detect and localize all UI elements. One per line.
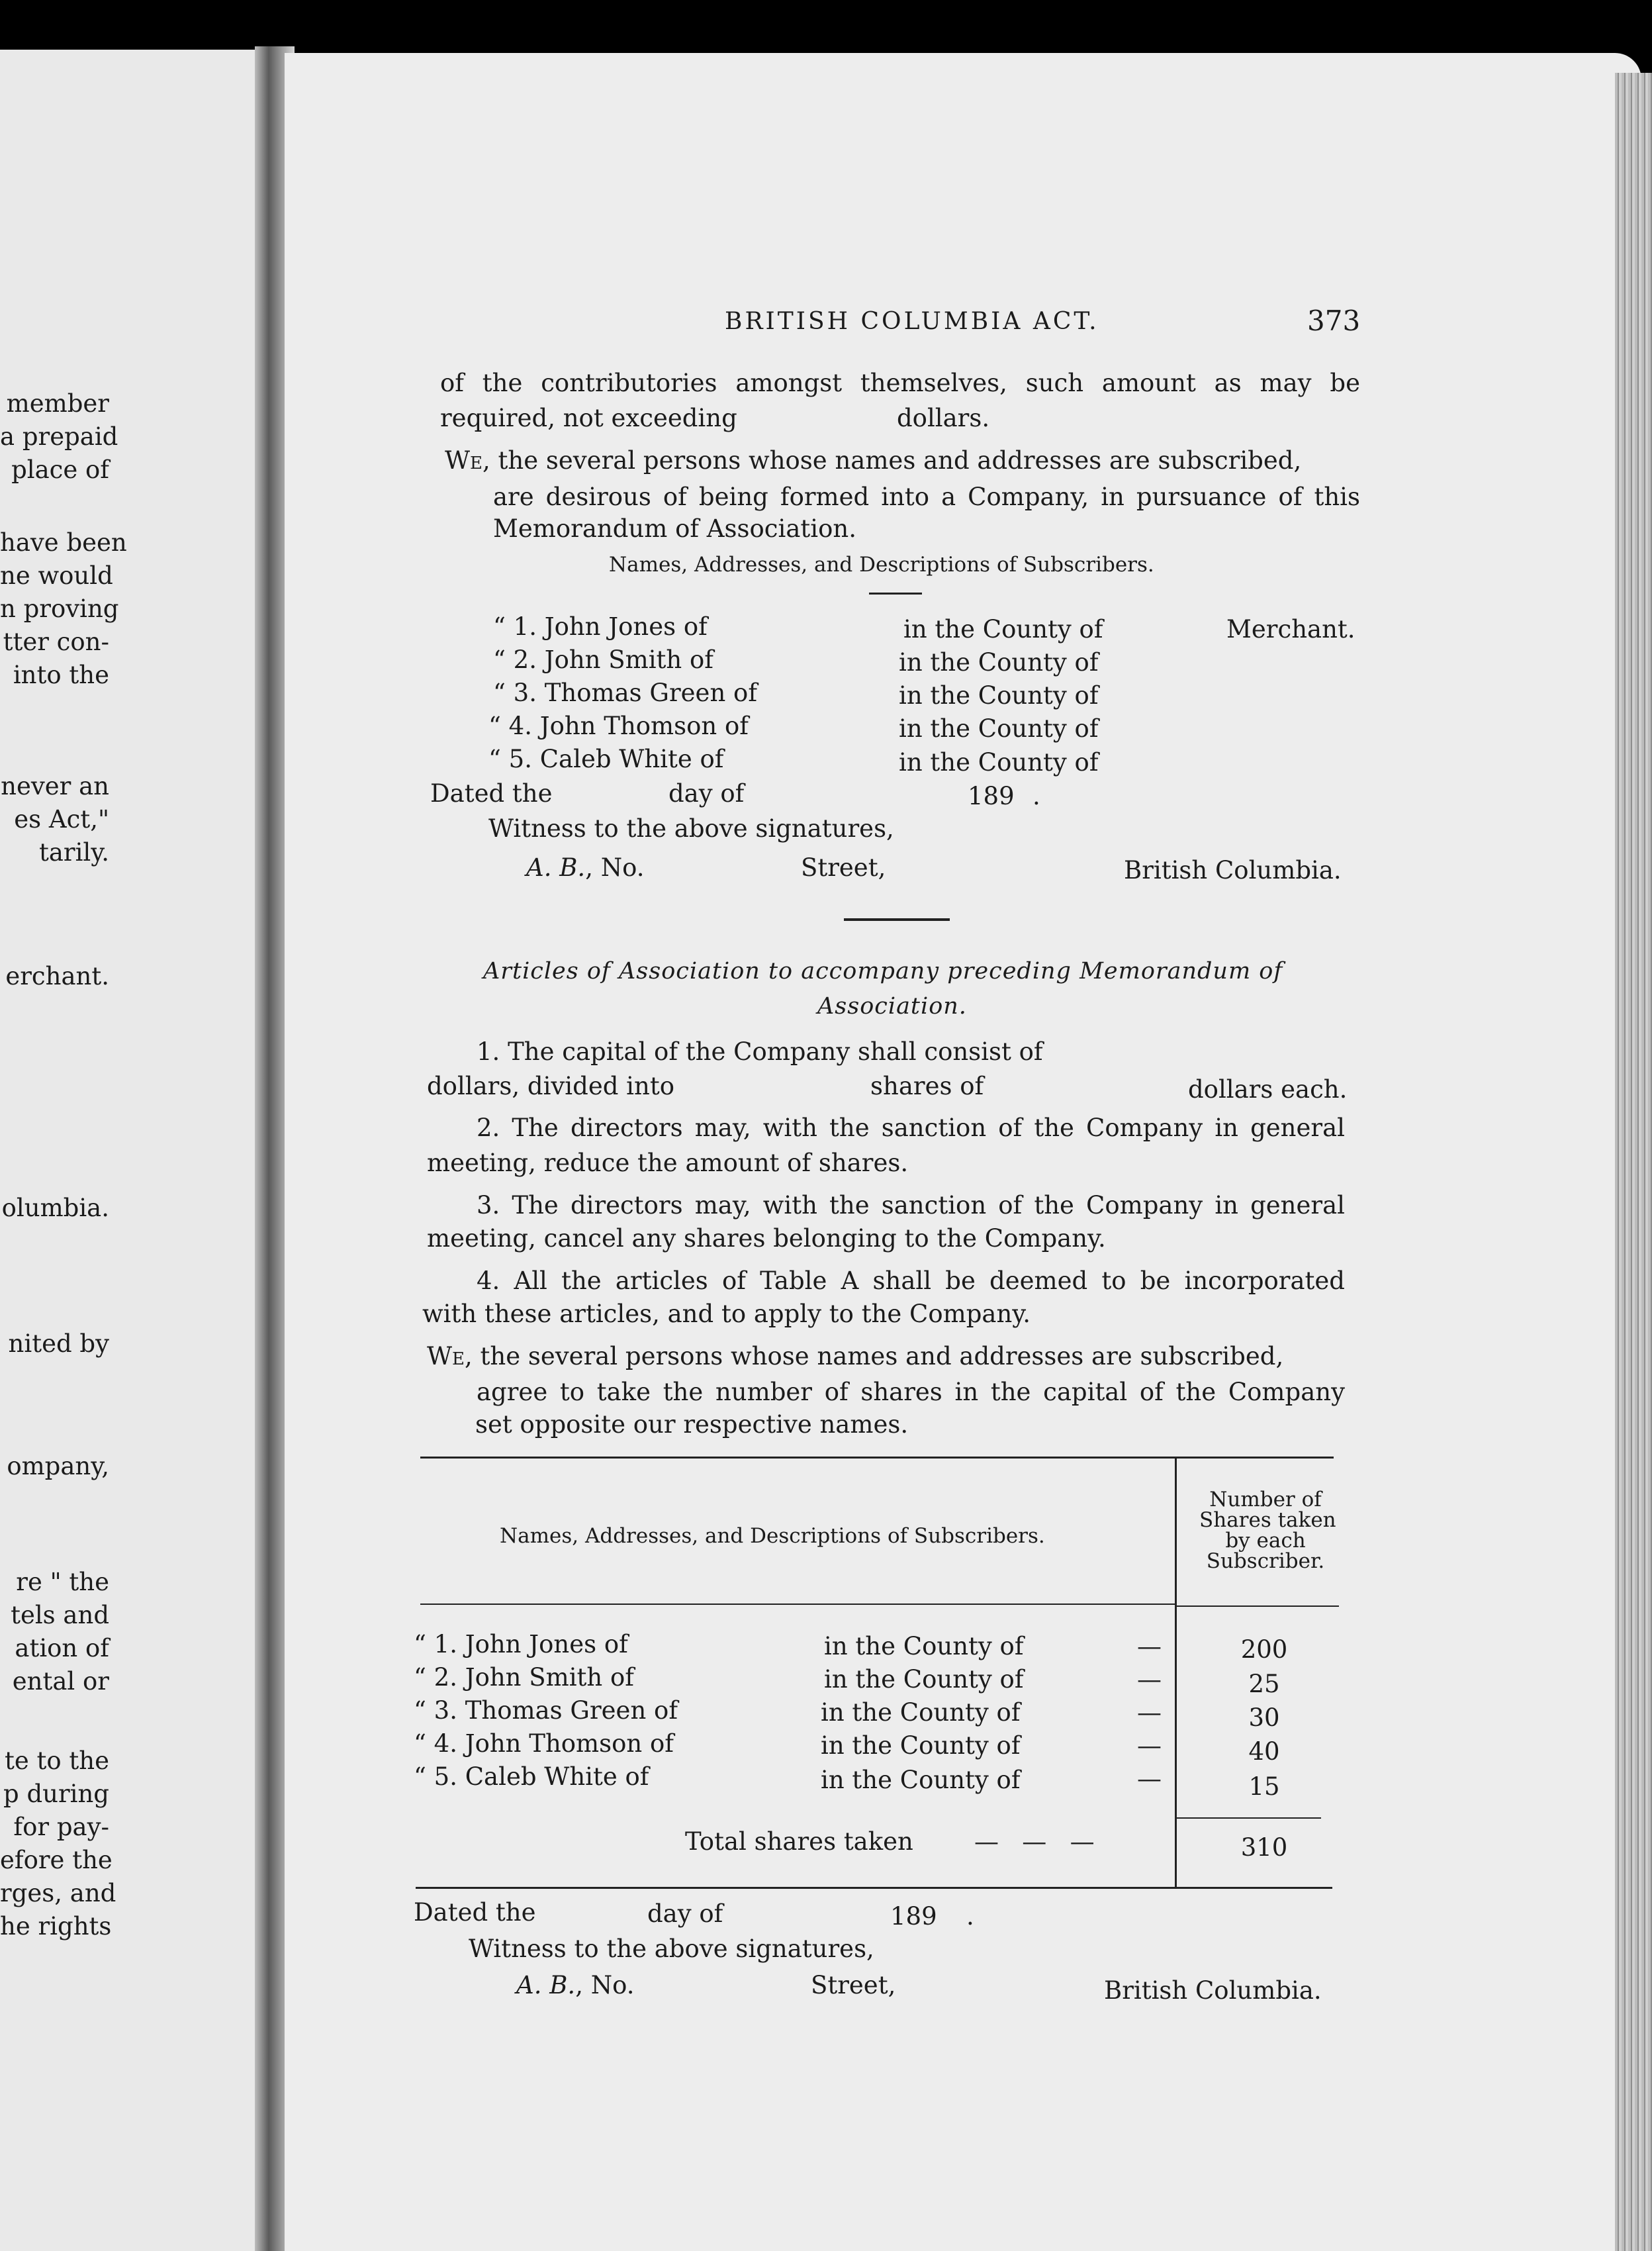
closing-province: British Columbia. [1104,1976,1322,2005]
closing-year: 189 [890,1902,937,1931]
subscriber-name: “ 3. Thomas Green of [493,679,758,707]
left-fragment: place of [11,455,109,484]
street: Street, [801,853,886,882]
left-fragment: member [6,389,109,418]
left-fragment: te to the [4,1747,109,1775]
table-top-rule [420,1457,1334,1459]
left-fragment: n proving [0,595,119,623]
left-fragment: ental or [12,1667,109,1696]
memo-we-line-3: Memorandum of Association. [493,514,856,543]
table-row-name: “ 1. John Jones of [414,1630,628,1658]
subscriber-description: Merchant. [1226,615,1355,644]
day-of: day of [668,779,745,808]
article-1a: 1. The capital of the Company shall consist of [477,1037,1043,1066]
year: 189 [968,782,1015,810]
table-header-rule [420,1604,1175,1605]
subscriber-county: in the County of [899,748,1099,777]
article-1c: shares of [870,1072,984,1100]
table-col2-header-2: Shares taken [1199,1508,1336,1532]
total-label: Total shares taken [685,1827,913,1856]
page-number: 373 [1307,305,1361,337]
no-label: , No. [575,1971,635,1999]
we-text: , the several persons whose names and addresses are subscribed, [482,446,1302,475]
subscriber-county: in the County of [903,615,1103,644]
left-fragment: erchant. [5,962,109,990]
article-4b: with these articles, and to apply to the Company. [422,1300,1031,1328]
table-row-dash: — [1137,1632,1162,1660]
short-rule [869,593,922,595]
left-fragment: ne would [0,561,113,590]
subscriber-name: “ 1. John Jones of [493,612,708,641]
left-fragment: efore the [0,1846,113,1874]
closing-year-dot: . [966,1902,974,1931]
subscriber-name: “ 4. John Thomson of [488,712,749,740]
article-2b: meeting, reduce the amount of shares. [427,1149,909,1177]
left-fragment: ation of [15,1634,109,1662]
memo-we-line-2: are desirous of being formed into a Company, in pursuance of this [493,483,1360,511]
witness-address [526,855,645,880]
closing-day-of: day of [647,1899,723,1928]
we-label: We [427,1342,465,1370]
left-fragment: ompany, [7,1452,109,1480]
articles-we-line-3: set opposite our respective names. [475,1410,909,1439]
table-row-shares: 25 [1248,1670,1280,1698]
table-col2-header-3: by each [1225,1529,1306,1553]
article-3a: 3. The directors may, with the sanction of the Company in general [477,1191,1345,1220]
subscriber-county: in the County of [899,681,1099,710]
subscriber-name: “ 5. Caleb White of [488,745,724,773]
year-dot: . [1032,782,1040,810]
subscriber-county: in the County of [899,714,1099,743]
table-row-county: in the County of [821,1731,1021,1760]
left-fragment: olumbia. [1,1194,109,1222]
table-bottom-rule [416,1887,1332,1889]
table-row-dash: — [1137,1731,1162,1760]
article-1d: dollars each. [1188,1075,1348,1104]
table-row-shares: 200 [1240,1635,1288,1664]
table-row-county: in the County of [821,1698,1021,1727]
table-row-county: in the County of [824,1632,1024,1660]
left-fragment: never an [1,772,109,800]
memo-line-1: of the contributories amongst themselves, such amount as may be [440,369,1360,397]
closing-dated-the: Dated the [414,1898,536,1927]
left-fragment: nited by [8,1329,109,1358]
article-1b: dollars, divided into [427,1072,674,1100]
left-fragment: into the [13,661,109,689]
table-row-dash: — [1137,1665,1162,1694]
left-fragment: es Act," [14,805,109,834]
left-fragment: rges, and [0,1879,116,1907]
total-dashes: — — — [974,1827,1095,1856]
province: British Columbia. [1124,856,1342,885]
table-row-name: “ 2. John Smith of [414,1663,634,1692]
table-row-dash: — [1137,1698,1162,1727]
table-row-name: “ 3. Thomas Green of [414,1696,678,1725]
ab-label: A. B. [516,1971,576,1999]
total-rule [1177,1817,1321,1819]
closing-witness: Witness to the above signatures, [469,1935,874,1963]
left-fragment: tels and [11,1601,109,1629]
table-column-rule [1175,1459,1177,1889]
memo-line-2a: required, not exceeding [440,404,737,432]
left-fragment: have been [0,528,127,557]
table-row-shares: 30 [1248,1703,1280,1732]
closing-street: Street, [811,1971,896,1999]
table-row-name: “ 4. John Thomson of [414,1729,674,1758]
running-title: BRITISH COLUMBIA ACT. [725,308,1099,335]
table-header-rule-right [1177,1605,1339,1607]
articles-we-line-2: agree to take the number of shares in the capital of the Company [477,1378,1345,1406]
table-col1-header: Names, Addresses, and Descriptions of Subscribers. [500,1524,1045,1548]
left-fragment: tarily. [38,838,109,867]
no-label: , No. [585,853,645,882]
table-row-shares: 15 [1248,1772,1280,1801]
articles-title-1: Articles of Association to accompany preceding Memorandum of [483,958,1283,984]
closing-witness-address [516,1973,635,1997]
section-rule [844,918,950,921]
article-4a: 4. All the articles of Table A shall be deemed to be incorporated [477,1267,1345,1295]
table-col2-header-1: Number of [1209,1488,1322,1511]
table-row-county: in the County of [821,1766,1021,1794]
memo-we-line-1 [445,448,1360,473]
ab-label: A. B. [526,853,586,882]
page-edge [1615,73,1652,2251]
we-text: , the several persons whose names and addresses are subscribed, [465,1342,1284,1370]
articles-we-line-1 [427,1344,1345,1368]
we-label: We [445,446,483,475]
left-fragment: re " the [16,1568,109,1596]
dated-the: Dated the [430,779,553,808]
table-row-county: in the County of [824,1665,1024,1694]
subscribers-heading: Names, Addresses, and Descriptions of Subscribers. [609,553,1154,577]
witness-line: Witness to the above signatures, [488,814,894,843]
left-fragment: tter con- [3,628,109,656]
table-row-shares: 40 [1248,1737,1280,1766]
subscriber-county: in the County of [899,648,1099,677]
table-col2-header-4: Subscriber. [1206,1549,1325,1573]
total-value: 310 [1240,1833,1288,1862]
table-row-name: “ 5. Caleb White of [414,1762,649,1791]
left-fragment: p during [3,1780,109,1808]
article-2a: 2. The directors may, with the sanction of the Company in general [477,1114,1345,1142]
table-row-dash: — [1137,1764,1162,1793]
subscriber-name: “ 2. John Smith of [493,646,713,674]
articles-title-2: Association. [817,993,967,1020]
left-fragment: a prepaid [0,422,118,451]
left-fragment: he rights [0,1912,112,1940]
article-3b: meeting, cancel any shares belonging to the Company. [427,1224,1106,1253]
left-page [0,50,261,2251]
memo-line-2b: dollars. [897,404,990,432]
left-fragment: for pay- [13,1813,109,1841]
